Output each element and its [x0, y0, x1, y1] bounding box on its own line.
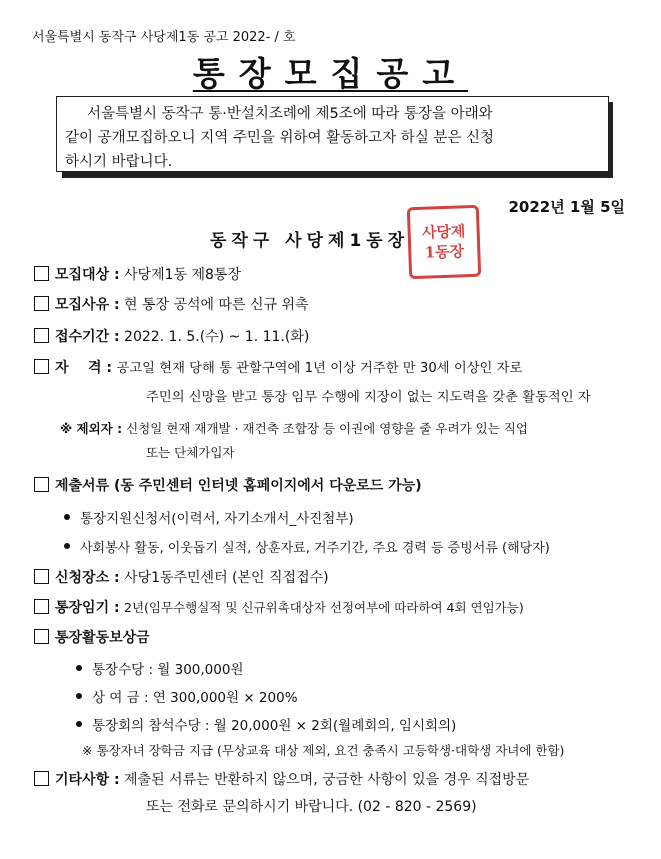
checkbox-icon: [34, 296, 49, 311]
checkbox-icon: [34, 569, 49, 584]
intro-line-3: 하시기 바랍니다.: [65, 154, 173, 170]
exclusion-line-2: 또는 단체가입자: [146, 445, 235, 460]
other-line-2: 또는 전화로 문의하시기 바랍니다. (02 - 820 - 2569): [146, 799, 477, 815]
intro-line-2: 같이 공개모집하오니 지역 주민을 위하여 활동하고자 하실 분은 신청: [65, 130, 495, 146]
item-term: 통장임기 : 2년(임무수행실적 및 신규위촉대상자 선정여부에 따라하여 4회 연임가능): [34, 597, 524, 617]
item-place: 신청장소 : 사당1동주민센터 (본인 직접접수): [34, 567, 329, 587]
item-documents: 제출서류 (동 주민센터 인터넷 홈페이지에서 다운로드 가능): [34, 475, 422, 495]
bullet-icon: [64, 543, 70, 549]
item-other: 기타사항 : 제출된 서류는 반환하지 않으며, 궁금한 사항이 있을 경우 직접방문: [34, 769, 529, 789]
intro-box: [56, 96, 609, 172]
item-recruit-reason: 모집사유 : 현 통장 공석에 따른 신규 위촉: [34, 294, 309, 314]
checkbox-icon: [34, 328, 49, 343]
checkbox-icon: [34, 359, 49, 374]
notice-number: 서울특별시 동작구 사당제1동 공고 2022- / 호: [32, 30, 296, 45]
item-compensation: 통장활동보상금: [34, 627, 150, 647]
checkbox-icon: [34, 629, 49, 644]
bullet-icon: [76, 693, 82, 699]
item-application-period: 접수기간 : 2022. 1. 5.(수) ~ 1. 11.(화): [34, 326, 309, 346]
qualification-line-2: 주민의 신망을 받고 통장 임무 수행에 지장이 없는 지도력을 갖춘 활동적인 자: [146, 390, 591, 405]
issuer: 동작구 사당제1동장: [210, 231, 410, 251]
compensation-bullet: 통장회의 참석수당 : 월 20,000원 × 2회(월례회의, 임시회의): [76, 714, 456, 734]
bullet-icon: [76, 721, 82, 727]
document-bullet: 사회봉사 활동, 이웃돕기 실적, 상훈자료, 거주기간, 주요 경력 등 증빙서류 (해당자): [64, 537, 550, 556]
page-title: 통장모집공고: [192, 54, 469, 93]
intro-line-1: 서울특별시 동작구 통·반설치조례에 제5조에 따라 통장을 아래와: [87, 106, 493, 122]
compensation-bullet: 상 여 금 : 연 300,000원 × 200%: [76, 686, 298, 706]
notice-date: 2022년 1월 5일: [508, 198, 625, 216]
document-bullet: 통장지원신청서(이력서, 자기소개서_사진첨부): [64, 507, 354, 527]
checkbox-icon: [34, 599, 49, 614]
compensation-bullet: 통장수당 : 월 300,000원: [76, 658, 244, 678]
official-seal: 사당제 1동장: [407, 205, 481, 279]
item-recruit-target: 모집대상 : 사당제1동 제8통장: [34, 264, 241, 284]
exclusion: ※ 제외자 : 신청일 현재 재개발 · 재건축 조합장 등 이권에 영향을 줄 우려가 있는 직업: [60, 421, 528, 436]
item-qualification: 자 격 : 공고일 현재 당해 통 관할구역에 1년 이상 거주한 만 30세 이상인 자로: [34, 357, 522, 377]
checkbox-icon: [34, 771, 49, 786]
checkbox-icon: [34, 477, 49, 492]
bullet-icon: [76, 665, 82, 671]
checkbox-icon: [34, 266, 49, 281]
scholarship-note: ※ 통장자녀 장학금 지급 (무상교육 대상 제외, 요건 충족시 고등학생·대학생 자녀에 한함): [82, 743, 565, 758]
bullet-icon: [64, 514, 70, 520]
